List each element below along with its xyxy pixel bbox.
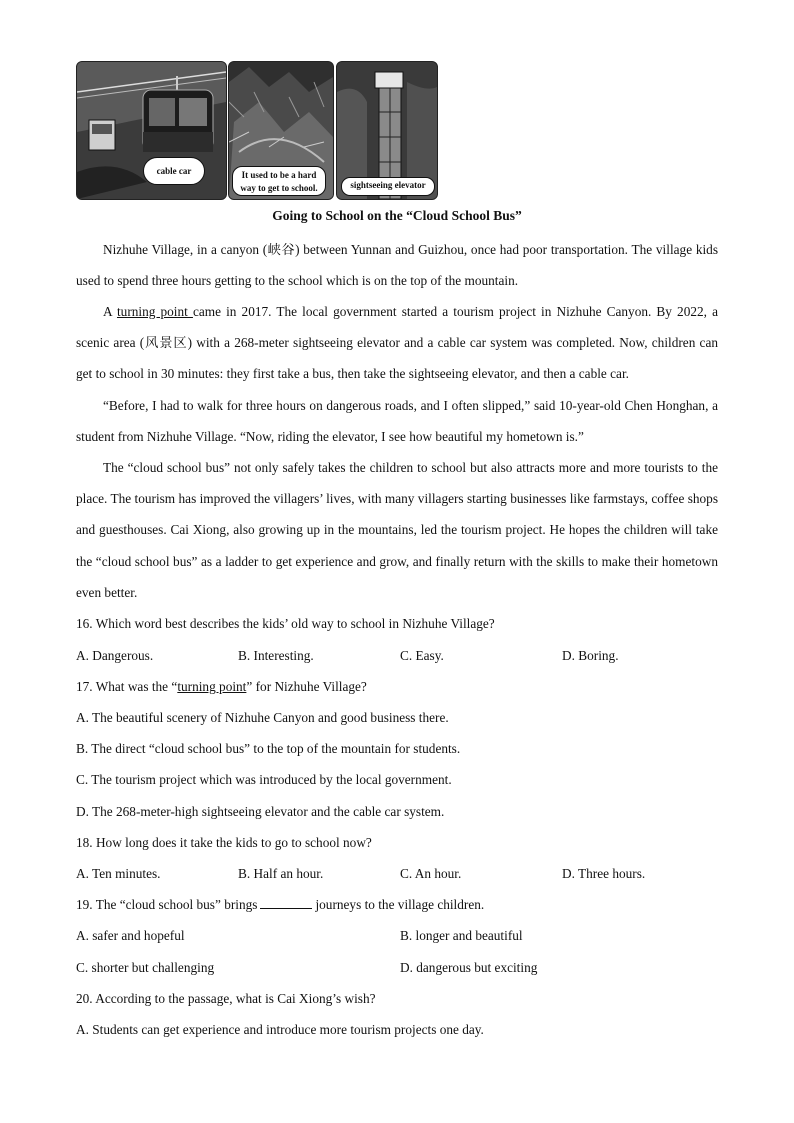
- paragraph-1-text: Nizhuhe Village, in a canyon (峡谷) between Yunnan and Guizhou, once had poor transportation. The village kids used to spend three hours getting to the school which is on the top of the mountain.: [76, 242, 718, 289]
- q19-option-b[interactable]: B. longer and beautiful: [400, 928, 523, 943]
- question-19-stem: [76, 896, 484, 914]
- hard-way-caption: [232, 166, 326, 196]
- question-20-stem: 20. According to the passage, what is Cai Xiong’s wish?: [76, 991, 376, 1006]
- q18-option-d[interactable]: D. Three hours.: [562, 866, 646, 881]
- paragraph-2-text-b: came in 2017. The local government started a tourism project in Nizhuhe Canyon. By 2022, a scenic area (风景区) with a 268-meter sightseeing elevator and a cable car system was completed. Now, children can get to school in 30 minutes: they first take a bus, then take the sightseeing elevator, and then a cable car.: [76, 304, 718, 382]
- hard-way-caption-line2: way to get to school.: [240, 183, 318, 193]
- q17-option-d[interactable]: D. The 268-meter-high sightseeing elevator and the cable car system.: [76, 804, 445, 819]
- q18-option-b[interactable]: B. Half an hour.: [238, 866, 324, 881]
- paragraph-4: [76, 452, 718, 608]
- q17-stem-b: ” for Nizhuhe Village?: [246, 679, 367, 694]
- q19-option-d[interactable]: D. dangerous but exciting: [400, 960, 538, 975]
- q19-answer-blank[interactable]: [260, 897, 312, 909]
- q17-turning-point: turning point: [177, 679, 247, 694]
- q17-option-b[interactable]: B. The direct “cloud school bus” to the top of the mountain for students.: [76, 741, 461, 756]
- turning-point-underlined: turning point: [116, 304, 193, 319]
- hard-way-caption-line1: It used to be a hard: [241, 170, 317, 180]
- question-18-stem: 18. How long does it take the kids to go to school now?: [76, 835, 372, 850]
- mountain-path-photo: [228, 61, 334, 200]
- paragraph-1: [76, 234, 718, 296]
- q19-stem-a: 19. The “cloud school bus” brings: [76, 897, 258, 912]
- q18-option-a[interactable]: A. Ten minutes.: [76, 866, 161, 881]
- q16-option-a[interactable]: A. Dangerous.: [76, 648, 154, 663]
- q17-stem-a: 17. What was the “: [76, 679, 178, 694]
- q19-stem-b: journeys to the village children.: [315, 897, 485, 912]
- q16-option-b[interactable]: B. Interesting.: [238, 648, 314, 663]
- elevator-caption: sightseeing elevator: [341, 177, 435, 196]
- paragraph-2: [76, 296, 718, 390]
- q20-option-a[interactable]: A. Students can get experience and introduce more tourism projects one day.: [76, 1022, 484, 1037]
- q16-option-c[interactable]: C. Easy.: [400, 648, 444, 663]
- cable-car-caption: cable car: [143, 157, 205, 185]
- paragraph-4-text: The “cloud school bus” not only safely takes the children to school but also attracts more and more tourists to the place. The tourism has improved the villagers’ lives, with many villagers starting businesses like farmstays, coffee shops and guesthouses. Cai Xiong, also growing up in the mountains, led the tourism project. He hopes the children will take the “cloud school bus” as a ladder to get experience and grow, and finally return with the skills to make their hometown even better.: [76, 460, 718, 600]
- paragraph-3: [76, 390, 718, 452]
- q18-option-c[interactable]: C. An hour.: [400, 866, 462, 881]
- paragraph-3-text: “Before, I had to walk for three hours on dangerous roads, and I often slipped,” said 10-year-old Chen Honghan, a student from Nizhuhe Village. “Now, riding the elevator, I see how beautiful my hometown is.”: [76, 398, 718, 445]
- q17-option-c[interactable]: C. The tourism project which was introduced by the local government.: [76, 772, 452, 787]
- paragraph-2-text-a: A: [103, 304, 117, 319]
- passage-title: Going to School on the “Cloud School Bus”: [272, 208, 522, 223]
- cable-car-photo: [76, 61, 227, 200]
- q19-option-a[interactable]: A. safer and hopeful: [76, 928, 185, 943]
- sightseeing-elevator-photo: [336, 61, 438, 200]
- q16-option-d[interactable]: D. Boring.: [562, 648, 619, 663]
- question-16-stem: 16. Which word best describes the kids’ old way to school in Nizhuhe Village?: [76, 616, 495, 631]
- q19-option-c[interactable]: C. shorter but challenging: [76, 960, 215, 975]
- q17-option-a[interactable]: A. The beautiful scenery of Nizhuhe Canyon and good business there.: [76, 710, 449, 725]
- question-17-stem: [76, 678, 367, 696]
